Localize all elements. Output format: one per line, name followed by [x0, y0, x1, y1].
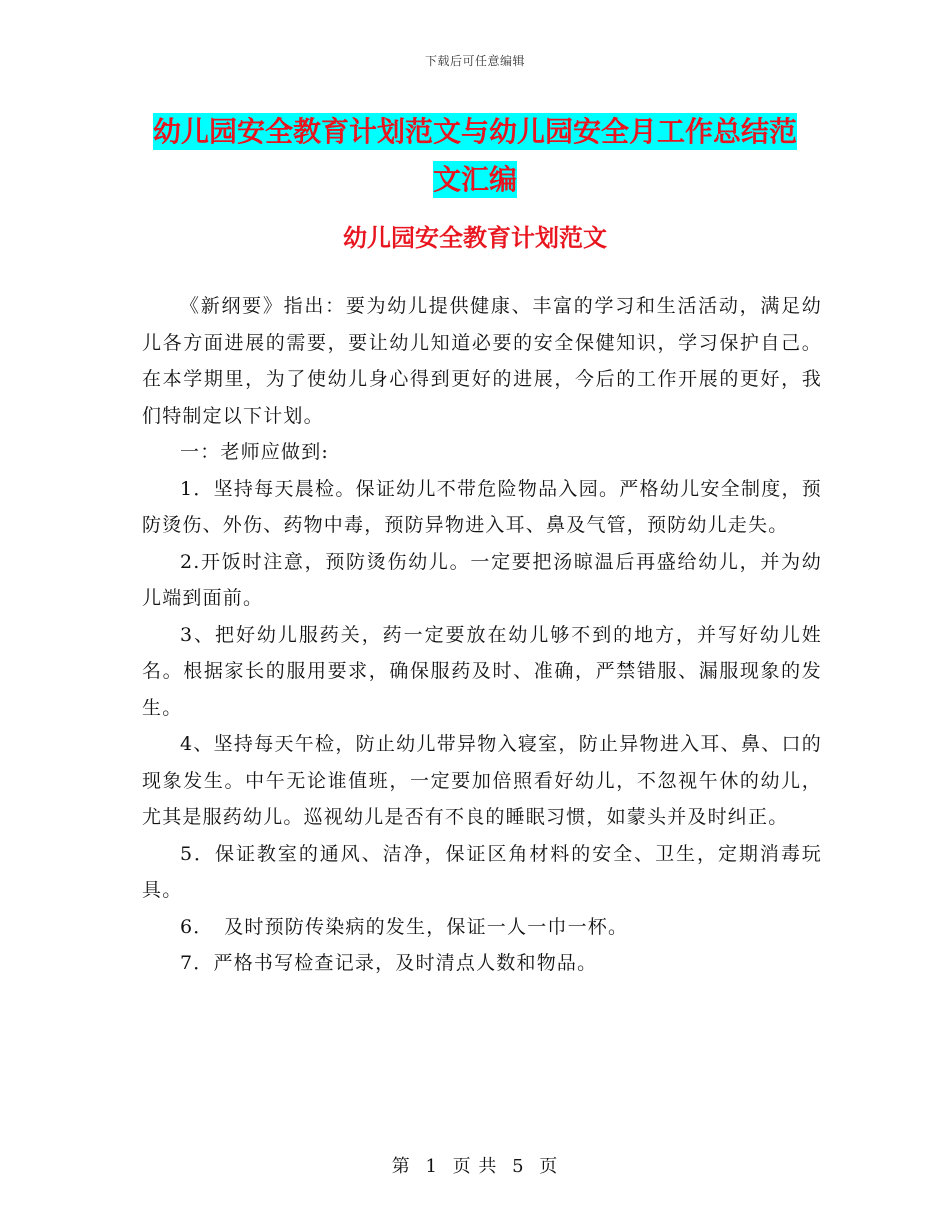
paragraph-teacher-heading: 一：老师应做到:: [180, 441, 330, 463]
footer-prefix: 第: [391, 1156, 411, 1177]
paragraph-intro: 《新纲要》指出：要为幼儿提供健康、丰富的学习和生活活动，满足幼儿各方面进展的需要，要让幼儿知道必要的安全保健知识，学习保护自己。在本学期里，为了使幼儿身心得到更好的进展，今后的工作开展的更好，我们特制定以下计划。: [142, 295, 822, 427]
paragraph-item-6: 6． 及时预防传染病的发生，保证一人一巾一杯。: [180, 915, 629, 938]
paragraph-item-1: 1．坚持每天晨检。保证幼儿不带危险物品入园。严格幼儿安全制度，预防烫伤、外伤、药物中毒，预防异物进入耳、鼻及气管，预防幼儿走失。: [142, 477, 822, 536]
document-title: [140, 108, 810, 204]
section-title: 幼儿园安全教育计划范文: [343, 224, 607, 252]
page-footer: [0, 1152, 950, 1178]
paragraph-item-7: 7．严格书写检查记录，及时清点人数和物品。: [180, 952, 598, 974]
paragraph-item-3: 3、把好幼儿服药关，药一定要放在幼儿够不到的地方，并写好幼儿姓名。根据家长的服用要求，确保服药及时、准确，严禁错服、漏服现象的发生。: [142, 623, 822, 719]
footer-page-number: 1: [425, 1156, 438, 1177]
footer-middle: 页 共: [452, 1156, 498, 1177]
paragraph-item-2: 2.开饭时注意，预防烫伤幼儿。一定要把汤晾温后再盛给幼儿，并为幼儿端到面前。: [142, 550, 822, 609]
paragraph-item-5: 5．保证教室的通风、洁净，保证区角材料的安全、卫生，定期消毒玩具。: [142, 842, 822, 901]
header-note: 下载后可任意编辑: [424, 54, 525, 68]
document-title-line-2: 文汇编: [432, 163, 517, 196]
body-text: [142, 288, 822, 982]
footer-total-pages: 5: [512, 1156, 525, 1177]
paragraph-item-4: 4、坚持每天午检，防止幼儿带异物入寝室，防止异物进入耳、鼻、口的现象发生。中午无论谁值班，一定要加倍照看好幼儿，不忽视午休的幼儿，尤其是服药幼儿。巡视幼儿是否有不良的睡眠习惯，如蒙头并及时纠正。: [142, 733, 822, 828]
footer-suffix: 页: [539, 1156, 559, 1177]
document-title-line-1: 幼儿园安全教育计划范文与幼儿园安全月工作总结范: [152, 115, 797, 148]
